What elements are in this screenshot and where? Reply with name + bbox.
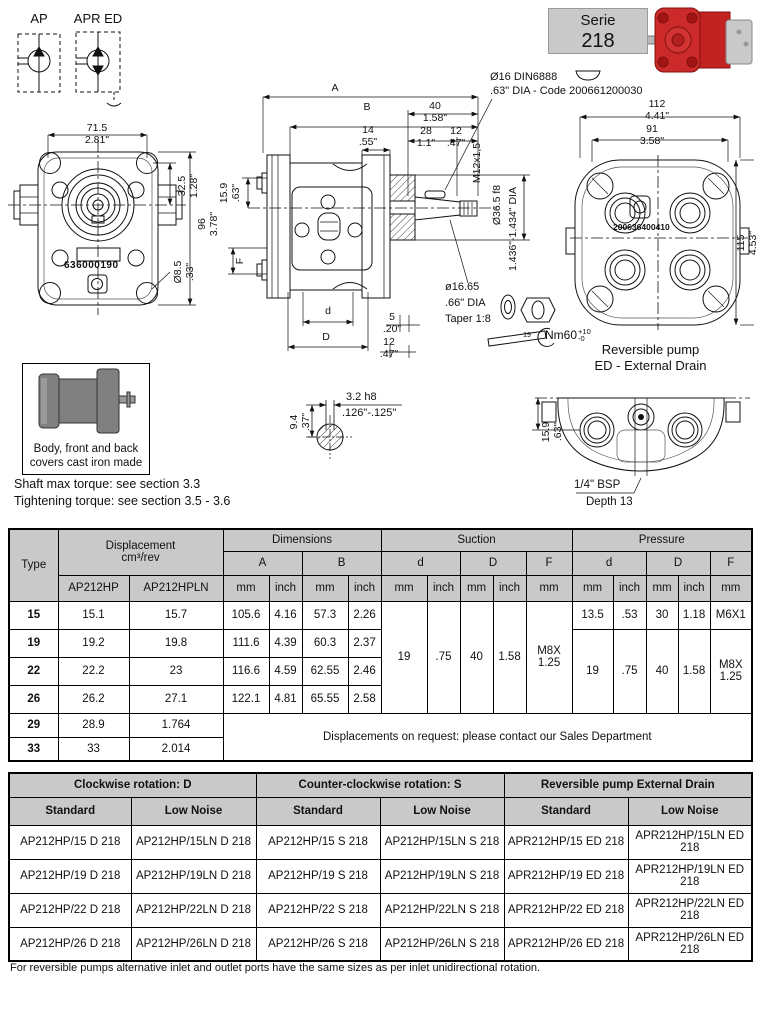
t2-subheader-lownoise: Low Noise (628, 797, 752, 825)
key-width-inch: .126"-.125" (342, 407, 397, 419)
t2-header-reversible: Reversible pump External Drain (504, 773, 752, 797)
t1-cell: 2.37 (348, 629, 381, 657)
t2-cell: AP212HP/22 S 218 (256, 893, 380, 927)
ap-symbol-drawing (18, 34, 60, 92)
t1-unit: inch (269, 575, 302, 601)
t1-unit: mm (223, 575, 269, 601)
dim-14: 14 .55" (358, 124, 378, 148)
t1-unit: inch (348, 575, 381, 601)
back-part-number: 200636400410 (613, 222, 670, 232)
t1-cell: 4.81 (269, 685, 302, 713)
shaft-dia-inch-label: 1.436"-1.434" DIA (507, 187, 519, 271)
t1-header-suction-d: d (381, 551, 460, 575)
t1-cell: 40 (460, 601, 493, 713)
apred-symbol-drawing (76, 32, 121, 106)
dim-32-5: 32.5 1.28" (176, 173, 200, 199)
t2-cell: APR212HP/15LN ED 218 (628, 825, 752, 859)
t1-unit: mm (460, 575, 493, 601)
t2-header-clockwise: Clockwise rotation: D (9, 773, 256, 797)
t2-cell: AP212HP/15 D 218 (9, 825, 131, 859)
t2-cell: AP212HP/19 S 218 (256, 859, 380, 893)
ed-dim-15-9: 15.9 .63" (540, 421, 564, 443)
taper-note: ø16.65 .66" DIA Taper 1:8 (445, 281, 491, 325)
t2-subheader-standard: Standard (256, 797, 380, 825)
t1-unit: mm (710, 575, 752, 601)
thread-label: M12x1,5 (471, 142, 483, 184)
t2-cell: AP212HP/15LN S 218 (380, 825, 504, 859)
serie-label: Serie (580, 12, 616, 29)
t1-cell: 15.7 (129, 601, 223, 629)
t1-unit: inch (427, 575, 460, 601)
table-row (9, 601, 752, 629)
dim-91: 91 3.58" (639, 123, 665, 147)
t1-cell: 22 (9, 657, 58, 685)
dim-5: 5 .20" (382, 311, 402, 335)
t1-header-ap212hp: AP212HP (58, 575, 129, 601)
table-row (9, 893, 752, 927)
t2-cell: APR212HP/19 ED 218 (504, 859, 628, 893)
t1-header-pressure-D: D (646, 551, 710, 575)
pump-photo (640, 8, 752, 72)
ed-view-title: Reversible pump ED - External Drain (594, 342, 707, 373)
t1-cell: 23 (129, 657, 223, 685)
t1-header-type: Type (9, 529, 58, 601)
dim-15-9: 15.9 .63" (218, 182, 242, 204)
t1-cell: 122.1 (223, 685, 269, 713)
t1-header-a: A (223, 551, 302, 575)
shaft-dia-label: Ø36.5 f8 (491, 184, 503, 226)
t1-cell: 57.3 (302, 601, 348, 629)
table-row (9, 927, 752, 961)
table-row (9, 859, 752, 893)
t2-cell: AP212HP/22LN D 218 (131, 893, 256, 927)
dim-b: B (363, 101, 371, 113)
t1-cell: 1.764 (129, 713, 223, 737)
t2-cell: AP212HP/26LN D 218 (131, 927, 256, 961)
t1-cell: 15 (9, 601, 58, 629)
t1-cell: 22.2 (58, 657, 129, 685)
t1-cell: 111.6 (223, 629, 269, 657)
dim-8-5: Ø8.5 .33" (172, 260, 196, 284)
serie-badge (548, 8, 648, 54)
t2-cell: AP212HP/26 S 218 (256, 927, 380, 961)
dim-96: 96 3.78" (196, 211, 220, 237)
t2-cell: APR212HP/19LN ED 218 (628, 859, 752, 893)
shaft-torque-note: Shaft max torque: see section 3.3 (14, 477, 201, 491)
t1-unit: mm (646, 575, 678, 601)
t1-cell: 2.46 (348, 657, 381, 685)
t1-cell: 65.55 (302, 685, 348, 713)
t1-header-suction-D: D (460, 551, 526, 575)
t1-header-suction-f: F (526, 551, 572, 575)
dim-a: A (331, 82, 339, 94)
t1-cell: 19.2 (58, 629, 129, 657)
table-row (9, 825, 752, 859)
t1-unit: mm (302, 575, 348, 601)
t1-header-ap212hpln: AP212HPLN (129, 575, 223, 601)
t1-cell: .75 (427, 601, 460, 713)
t1-unit: inch (613, 575, 646, 601)
t1-cell: 19 (9, 629, 58, 657)
ap-symbol-label: AP (30, 11, 48, 26)
t2-cell: APR212HP/26 ED 218 (504, 927, 628, 961)
t2-cell: AP212HP/19LN D 218 (131, 859, 256, 893)
t1-cell: 62.55 (302, 657, 348, 685)
t1-header-pressure-f: F (710, 551, 752, 575)
t1-cell: 1.58 (678, 629, 710, 713)
t1-cell: 19 (572, 629, 613, 713)
t1-cell: 4.39 (269, 629, 302, 657)
dim-9-4: 9.4 .37" (288, 412, 312, 432)
ordering-table (8, 772, 753, 962)
t1-cell: 26.2 (58, 685, 129, 713)
t2-cell: AP212HP/19 D 218 (9, 859, 131, 893)
material-box (22, 363, 150, 475)
dim-12-bottom: 12 .47" (379, 336, 399, 360)
ed-depth-label: Depth 13 (586, 496, 633, 508)
torque-label: Nm60 +10 -0 (545, 327, 591, 343)
t1-cell: 19.8 (129, 629, 223, 657)
wrench-size-label: 19 (523, 332, 531, 339)
dim-d-small: d (325, 305, 331, 317)
table-row (9, 629, 752, 657)
material-caption: Body, front and back covers cast iron made (29, 443, 143, 469)
dim-112: 112 4.41" (644, 98, 670, 122)
t1-cell: M8X 1.25 (526, 601, 572, 713)
t1-cell: 19 (381, 601, 427, 713)
t1-cell: M6X1 (710, 601, 752, 629)
t1-cell: 40 (646, 629, 678, 713)
dim-71-5: 71.5 2.81" (84, 122, 110, 146)
serie-number: 218 (581, 30, 615, 52)
t1-cell: 4.16 (269, 601, 302, 629)
t1-cell: 60.3 (302, 629, 348, 657)
t1-cell: 2.26 (348, 601, 381, 629)
t1-cell: 33 (9, 737, 58, 761)
t2-subheader-standard: Standard (504, 797, 628, 825)
t2-header-counterclockwise: Counter-clockwise rotation: S (256, 773, 504, 797)
t1-request-note: Displacements on request: please contact our Sales Department (223, 713, 752, 761)
t2-cell: APR212HP/15 ED 218 (504, 825, 628, 859)
t2-subheader-lownoise: Low Noise (131, 797, 256, 825)
t2-cell: AP212HP/22LN S 218 (380, 893, 504, 927)
t1-cell: 1.18 (678, 601, 710, 629)
t1-header-suction: Suction (381, 529, 572, 551)
front-view-drawing (8, 135, 196, 315)
dim-f: F (234, 257, 246, 265)
t2-cell: AP212HP/26LN S 218 (380, 927, 504, 961)
dim-d-big: D (322, 331, 330, 343)
tightening-torque-note: Tightening torque: see section 3.5 - 3.6 (14, 494, 231, 508)
front-part-number: 636000190 (64, 260, 119, 271)
t1-cell: M8X 1.25 (710, 629, 752, 713)
t1-header-displacement: Displacement cm³/rev (58, 529, 223, 575)
t1-cell: 1.58 (493, 601, 526, 713)
t2-cell: AP212HP/15LN D 218 (131, 825, 256, 859)
t1-cell: 13.5 (572, 601, 613, 629)
t2-cell: APR212HP/22 ED 218 (504, 893, 628, 927)
t2-subheader-lownoise: Low Noise (380, 797, 504, 825)
t2-cell: AP212HP/22 D 218 (9, 893, 131, 927)
t1-header-pressure: Pressure (572, 529, 752, 551)
t1-cell: .75 (613, 629, 646, 713)
dim-40: 40 1.58" (422, 100, 448, 124)
t1-cell: .53 (613, 601, 646, 629)
dim-115: 115 4.53" (735, 230, 759, 256)
t2-cell: AP212HP/15 S 218 (256, 825, 380, 859)
footer-note: For reversible pumps alternative inlet and outlet ports have the same sizes as per inlet unidirectional rotation. (10, 962, 541, 974)
t1-unit: inch (493, 575, 526, 601)
key-note: Ø16 DIN6888 .63" DIA - Code 200661200030 (490, 71, 643, 97)
t2-cell: APR212HP/22LN ED 218 (628, 893, 752, 927)
cast-iron-pump-icon (23, 366, 147, 438)
t2-cell: APR212HP/26LN ED 218 (628, 927, 752, 961)
t1-cell: 29 (9, 713, 58, 737)
table-row (9, 713, 752, 737)
t1-unit: inch (678, 575, 710, 601)
t1-cell: 15.1 (58, 601, 129, 629)
t2-cell: AP212HP/19LN S 218 (380, 859, 504, 893)
t1-cell: 116.6 (223, 657, 269, 685)
t1-cell: 28.9 (58, 713, 129, 737)
t1-cell: 26 (9, 685, 58, 713)
t1-cell: 30 (646, 601, 678, 629)
t2-cell: AP212HP/26 D 218 (9, 927, 131, 961)
t2-subheader-standard: Standard (9, 797, 131, 825)
specs-table (8, 528, 753, 762)
t1-header-b: B (302, 551, 381, 575)
dim-12-top: 12 .47" (446, 125, 466, 149)
t1-unit: mm (572, 575, 613, 601)
t1-unit: mm (526, 575, 572, 601)
ed-view-drawing (532, 398, 750, 493)
apred-symbol-label: APR ED (73, 11, 123, 26)
t1-cell: 33 (58, 737, 129, 761)
t1-cell: 105.6 (223, 601, 269, 629)
key-width-mm: 3.2 h8 (346, 391, 377, 403)
ed-port-label: 1/4" BSP (574, 479, 621, 491)
t1-header-dimensions: Dimensions (223, 529, 381, 551)
t1-header-pressure-d: d (572, 551, 646, 575)
t1-cell: 2.014 (129, 737, 223, 761)
t1-cell: 4.59 (269, 657, 302, 685)
t1-cell: 27.1 (129, 685, 223, 713)
t1-cell: 2.58 (348, 685, 381, 713)
t1-unit: mm (381, 575, 427, 601)
dim-28: 28 1.1" (416, 125, 436, 149)
